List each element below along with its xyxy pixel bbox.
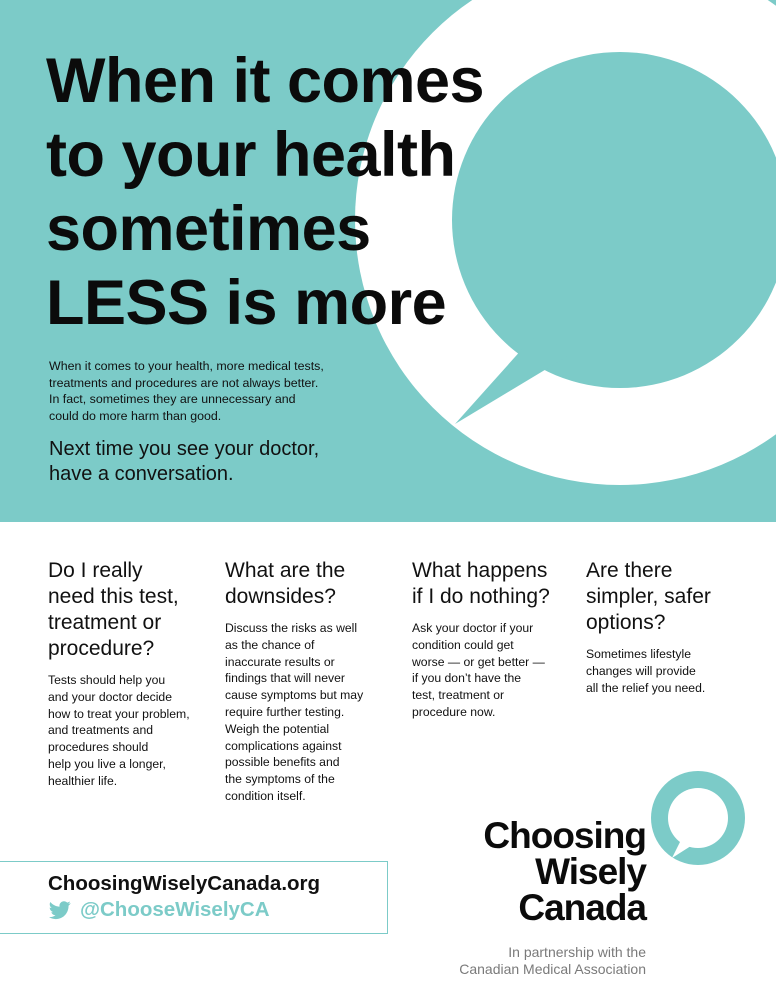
cta-line: Next time you see your doctor, xyxy=(49,438,320,460)
question-body-line: require further testing. xyxy=(225,704,345,719)
question-body-line: Sometimes lifestyle xyxy=(586,647,691,661)
cta-line: have a conversation. xyxy=(49,463,234,485)
question-body-line: healthier life. xyxy=(48,773,118,788)
logo-line: Choosing xyxy=(483,815,646,856)
question-body-line: findings that will never xyxy=(225,671,345,686)
question-body-line: cause symptoms but may xyxy=(225,688,364,703)
question-body xyxy=(412,620,577,721)
intro-line: could do more harm than good. xyxy=(49,408,222,423)
question-title xyxy=(48,558,213,662)
twitter-link[interactable] xyxy=(48,898,270,922)
question-body-line: all the relief you need. xyxy=(586,680,706,695)
question-title-line: simpler, safer xyxy=(586,585,711,608)
question-body-line: complications against xyxy=(225,738,342,753)
twitter-bird-icon xyxy=(48,899,72,921)
question-body-line: Discuss the risks as well xyxy=(225,621,358,635)
question-body-line: Ask your doctor if your xyxy=(412,621,534,635)
question-body-line: inaccurate results or xyxy=(225,654,335,669)
twitter-handle: @ChooseWiselyCA xyxy=(80,898,270,921)
headline xyxy=(46,44,606,340)
intro-line: treatments and procedures are not always better. xyxy=(49,375,319,390)
question-body xyxy=(586,646,756,696)
question-body xyxy=(225,620,395,805)
partner-line: Canadian Medical Association xyxy=(459,961,646,977)
question-title-line: Do I really xyxy=(48,559,143,582)
intro-line: In fact, sometimes they are unnecessary and xyxy=(49,392,296,406)
question-body-line: condition could get xyxy=(412,637,514,652)
question-column-options xyxy=(586,558,756,696)
website-link[interactable]: ChoosingWiselyCanada.org xyxy=(48,872,321,895)
question-body-line: condition itself. xyxy=(225,788,306,803)
question-body-line: procedure now. xyxy=(412,704,496,719)
question-title xyxy=(412,558,577,610)
speech-bubble-icon xyxy=(636,770,748,882)
call-to-action xyxy=(49,437,369,487)
question-title xyxy=(586,558,756,636)
question-body-line: and your doctor decide xyxy=(48,689,172,704)
question-body-line: changes will provide xyxy=(586,663,696,678)
question-column-test xyxy=(48,558,213,790)
question-body xyxy=(48,672,213,790)
question-title-line: if I do nothing? xyxy=(412,585,550,608)
question-body-line: Tests should help you xyxy=(48,673,166,687)
question-body-line: test, treatment or xyxy=(412,688,505,703)
question-body-line: as the chance of xyxy=(225,637,315,652)
question-column-nothing xyxy=(412,558,577,721)
question-title-line: options? xyxy=(586,611,666,634)
question-body-line: the symptoms of the xyxy=(225,772,335,787)
partner-line: In partnership with the xyxy=(508,944,646,960)
question-title-line: treatment or xyxy=(48,611,162,634)
partner-credit xyxy=(459,944,646,978)
question-column-downsides xyxy=(225,558,395,805)
question-title-line: Are there xyxy=(586,559,673,582)
question-body-line: how to treat your problem, xyxy=(48,706,190,721)
headline-line: to your health xyxy=(46,120,456,190)
question-title xyxy=(225,558,395,610)
question-title-line: What happens xyxy=(412,559,548,582)
question-body-line: help you live a longer, xyxy=(48,756,166,771)
question-body-line: and treatments and xyxy=(48,723,154,738)
question-title-line: What are the xyxy=(225,559,346,582)
intro-line: When it comes to your health, more medical tests, xyxy=(49,359,324,373)
question-title-line: procedure? xyxy=(48,637,155,660)
headline-line: sometimes xyxy=(46,194,371,264)
question-body-line: procedures should xyxy=(48,740,149,755)
question-title-line: downsides? xyxy=(225,585,336,608)
headline-line: LESS is more xyxy=(46,268,447,338)
question-body-line: possible benefits and xyxy=(225,755,340,770)
question-body-line: if you don’t have the xyxy=(412,671,522,686)
headline-line: When it comes xyxy=(46,46,485,116)
logo-line: Wisely xyxy=(535,851,646,892)
question-title-line: need this test, xyxy=(48,585,179,608)
question-body-line: worse — or get better — xyxy=(412,654,545,669)
intro-paragraph xyxy=(49,358,349,424)
choosing-wisely-logo xyxy=(483,815,646,928)
logo-line: Canada xyxy=(518,887,646,928)
question-body-line: Weigh the potential xyxy=(225,721,330,736)
